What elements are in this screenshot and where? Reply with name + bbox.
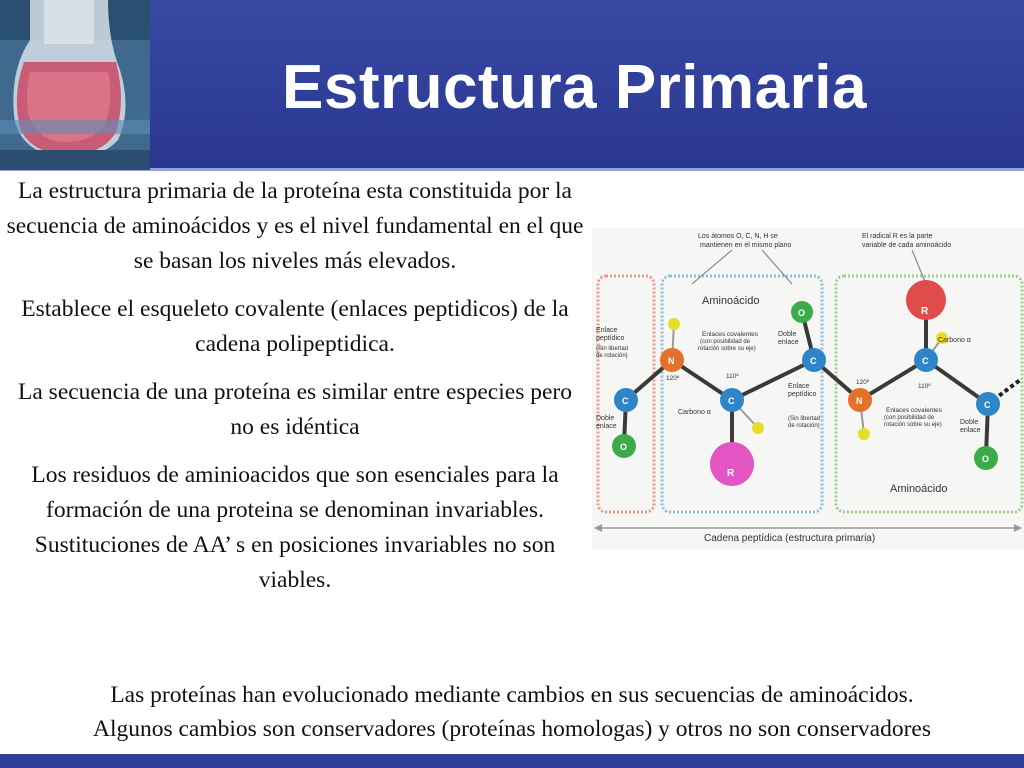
label-enlace-peptidico-left: peptídico <box>596 335 625 342</box>
aminoacid-label-left: Aminoácido <box>702 295 760 307</box>
page-title: Estructura Primaria <box>282 53 867 122</box>
note-plane-line1: Los átomos O, C, N, H se <box>698 233 778 240</box>
note-radical-line2: variable de cada aminoácido <box>862 242 952 249</box>
hydrogen-atom <box>752 422 764 434</box>
angle-120-left: 120º <box>666 375 680 382</box>
label-enlace-peptidico-left: Enlace <box>596 327 618 334</box>
carbon-symbol: C <box>922 356 929 366</box>
label-enlaces-covalentes-right: rotación sobre su eje) <box>884 422 942 428</box>
aminoacid-label-right: Aminoácido <box>890 483 948 495</box>
label-enlace-peptidico-mid: Enlace <box>788 383 810 390</box>
label-enlaces-covalentes-right: Enlaces covalentes <box>886 407 943 414</box>
footer-line-1: Las proteínas han evolucionado mediante cambios en sus secuencias de aminoácidos. <box>110 682 914 708</box>
note-plane-line2: mantienen en el mismo plano <box>700 242 792 249</box>
diagram-caption: Cadena peptídica (estructura primaria) <box>704 533 876 544</box>
paragraph-covalent-skeleton: Establece el esqueleto covalente (enlaces peptidicos) de la cadena polipeptidica. <box>21 296 569 357</box>
angle-110-right: 110º <box>918 383 931 390</box>
label-enlace-peptidico-mid: peptídico <box>788 391 817 398</box>
label-doble-enlace-top: enlace <box>778 339 799 346</box>
hydrogen-atom <box>668 318 680 330</box>
nitrogen-symbol: N <box>856 396 863 406</box>
paragraph-species-similarity: La secuencia de una proteína es similar entre especies pero no es idéntica <box>18 379 572 440</box>
label-doble-enlace-left: Doble <box>596 415 615 422</box>
hydrogen-atom <box>858 428 870 440</box>
body-text <box>4 174 586 611</box>
label-carbono-alfa-left: Carbono α <box>678 409 711 416</box>
r-symbol: R <box>727 468 735 479</box>
label-enlace-peptidico-left: (Sin libertad <box>596 346 629 352</box>
paragraph-definition: La estructura primaria de la proteína esta constituida por la secuencia de aminoácidos y es el nivel fundamental en el que se basan los niveles más elevados. <box>6 178 584 274</box>
r-symbol: R <box>921 306 929 317</box>
carbon-symbol: C <box>984 400 991 410</box>
flask-photo <box>0 0 150 170</box>
label-enlaces-covalentes-left: rotación sobre su eje) <box>698 346 756 352</box>
carbon-symbol: C <box>728 396 735 406</box>
label-enlaces-covalentes-left: Enlaces covalentes <box>702 331 759 338</box>
label-enlace-peptidico-mid: de rotación) <box>788 423 820 429</box>
header-divider <box>0 168 1024 171</box>
carbon-symbol: C <box>622 396 629 406</box>
label-doble-enlace-top: Doble <box>778 331 797 338</box>
paragraph-invariable-residues: Los residuos de aminioacidos que son esenciales para la formación de una proteina se denominan invariables. Sustituciones de AA’ s en posiciones invariables no son viables. <box>31 462 559 593</box>
oxygen-symbol: O <box>798 308 806 318</box>
oxygen-symbol: O <box>982 454 990 464</box>
nitrogen-symbol: N <box>668 356 675 366</box>
footer-line-2: Algunos cambios son conservadores (proteínas homologas) y otros no son conservadores <box>92 716 931 742</box>
label-doble-enlace-left: enlace <box>596 423 617 430</box>
label-doble-enlace-right: Doble <box>960 419 979 426</box>
oxygen-symbol: O <box>620 442 628 452</box>
peptide-chain-diagram <box>592 228 1024 550</box>
label-enlaces-covalentes-right: (con posibilidad de <box>884 415 935 421</box>
note-radical-line1: El radical R es la parte <box>862 233 933 240</box>
footer-text <box>20 678 1004 746</box>
label-enlace-peptidico-left: de rotación) <box>596 353 628 359</box>
label-enlaces-covalentes-left: (con posibilidad de <box>700 339 751 345</box>
r-group-left <box>710 442 754 486</box>
label-doble-enlace-right: enlace <box>960 427 981 434</box>
bottom-bar <box>0 754 1024 768</box>
angle-110-left: 110º <box>726 373 739 380</box>
label-carbono-alfa-right: Carbono α <box>938 337 971 344</box>
carbon-symbol: C <box>810 356 817 366</box>
angle-120-right: 120º <box>856 379 870 386</box>
label-enlace-peptidico-mid: (Sin libertad <box>788 416 821 422</box>
